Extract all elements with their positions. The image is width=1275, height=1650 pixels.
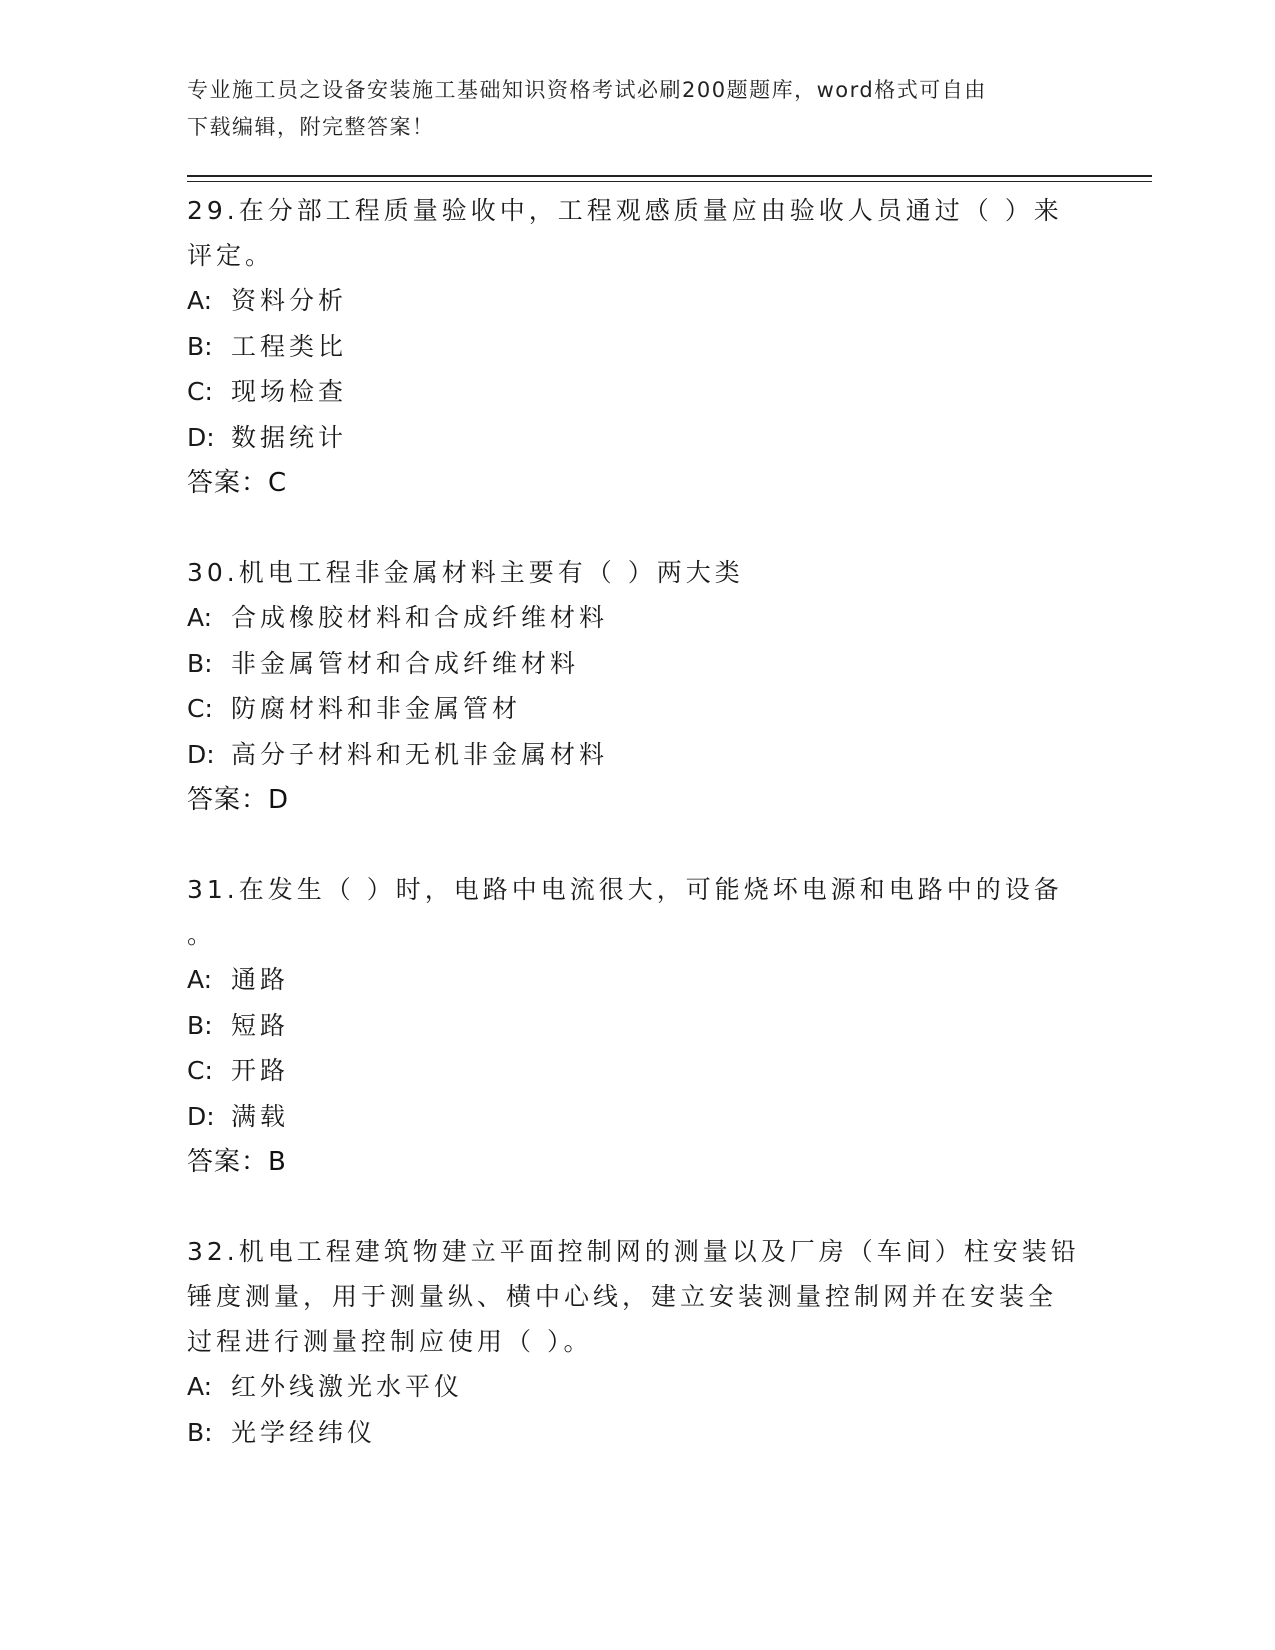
option-letter: B: — [187, 331, 213, 361]
answer-key: 答案：D — [187, 785, 290, 815]
question-block — [187, 1229, 1087, 1455]
answer-option — [187, 1048, 1087, 1094]
option-text: 光学经纬仪 — [231, 1417, 377, 1447]
question-block — [187, 550, 1087, 823]
answer-key: 答案：C — [187, 468, 288, 498]
answer-option — [187, 1003, 1087, 1049]
answer-option — [187, 595, 1087, 641]
option-text: 满载 — [231, 1101, 290, 1131]
answer-key: 答案：B — [187, 1147, 287, 1177]
answer-option — [187, 641, 1087, 687]
answer-option — [187, 415, 1087, 461]
question-stem-line: 29.在分部工程质量验收中，工程观感质量应由验收人员通过（ ）来 — [187, 196, 1063, 225]
question-stem-line: 锤度测量，用于测量纵、横中心线，建立安装测量控制网并在安装全 — [187, 1282, 1058, 1311]
option-text: 非金属管材和合成纤维材料 — [231, 648, 580, 678]
option-letter: B: — [187, 1010, 213, 1040]
header-line-2: 下载编辑，附完整答案！ — [187, 115, 435, 139]
option-letter: D: — [187, 422, 215, 452]
header-divider-thick — [187, 175, 1152, 177]
answer-option — [187, 1094, 1087, 1140]
option-letter: A: — [187, 1372, 213, 1401]
answer-option — [187, 1410, 1087, 1456]
option-text: 资料分析 — [231, 286, 348, 315]
question-block — [187, 867, 1087, 1185]
option-text: 通路 — [231, 965, 290, 994]
option-letter: A: — [187, 603, 213, 632]
option-text: 红外线激光水平仪 — [231, 1372, 464, 1401]
option-text: 数据统计 — [231, 422, 348, 452]
option-letter: B: — [187, 1417, 213, 1447]
question-stem-line: 31.在发生（ ）时，电路中电流很大，可能烧坏电源和电路中的设备 — [187, 875, 1063, 904]
question-stem-line: 。 — [187, 920, 217, 949]
option-text: 开路 — [231, 1056, 290, 1085]
option-letter: D: — [187, 739, 215, 769]
answer-option — [187, 278, 1087, 324]
answer-option — [187, 957, 1087, 1003]
document-header — [187, 72, 1067, 146]
option-text: 高分子材料和无机非金属材料 — [231, 739, 609, 769]
question-stem-line: 32.机电工程建筑物建立平面控制网的测量以及厂房（车间）柱安装铅 — [187, 1237, 1080, 1266]
option-letter: A: — [187, 286, 213, 315]
option-text: 短路 — [231, 1010, 290, 1040]
answer-option — [187, 369, 1087, 415]
question-list — [187, 188, 1087, 1499]
option-letter: A: — [187, 965, 213, 994]
option-text: 合成橡胶材料和合成纤维材料 — [231, 603, 609, 632]
option-letter: C: — [187, 694, 213, 723]
answer-option — [187, 324, 1087, 370]
question-stem-line: 过程进行测量控制应使用（ ）。 — [187, 1327, 593, 1356]
answer-option — [187, 732, 1087, 778]
header-line-1: 专业施工员之设备安装施工基础知识资格考试必刷200题题库，word格式可自由 — [187, 78, 987, 102]
option-text: 工程类比 — [231, 331, 348, 361]
answer-option — [187, 686, 1087, 732]
option-text: 现场检查 — [231, 377, 348, 406]
answer-option — [187, 1364, 1087, 1410]
option-letter: C: — [187, 1056, 213, 1085]
option-letter: B: — [187, 648, 213, 678]
option-text: 防腐材料和非金属管材 — [231, 694, 522, 723]
option-letter: C: — [187, 377, 213, 406]
question-block — [187, 188, 1087, 506]
question-stem-line: 评定。 — [187, 241, 275, 270]
header-divider-thin — [187, 181, 1152, 182]
question-stem-line: 30.机电工程非金属材料主要有（ ）两大类 — [187, 558, 744, 587]
option-letter: D: — [187, 1101, 215, 1131]
